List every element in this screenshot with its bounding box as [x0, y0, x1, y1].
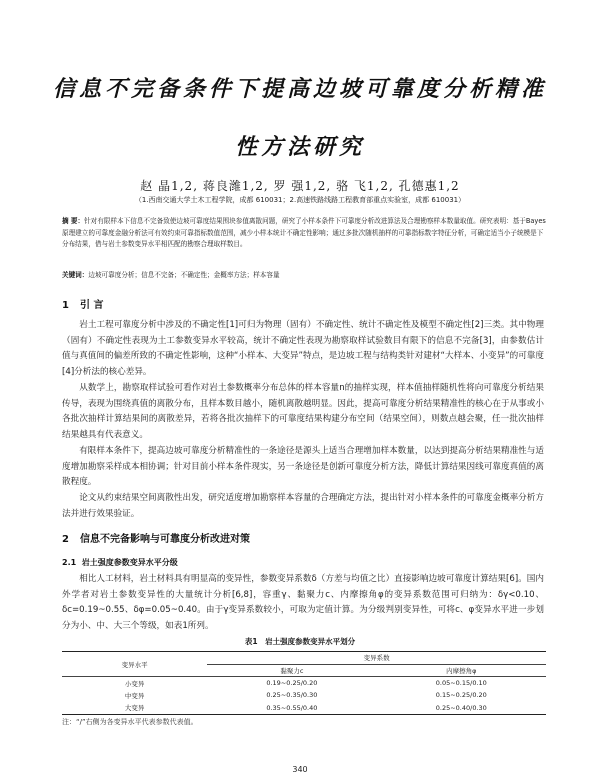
abstract-label: 摘 要：	[62, 217, 85, 225]
table-cell-phi: 0.15~0.25/0.20	[435, 691, 487, 700]
table-header-c: 黏聚力c	[207, 664, 376, 677]
table-row	[62, 689, 546, 702]
section-1-heading	[62, 296, 103, 311]
table-cell-level: 中变异	[124, 691, 145, 700]
keywords-label: 关键词：	[62, 271, 89, 279]
subsection-2-1-heading	[62, 557, 178, 568]
table-header-phi: 内摩擦角φ	[377, 664, 546, 677]
table-cell-c: 0.25~0.35/0.30	[266, 691, 318, 700]
section-1-paragraph: 岩土工程可靠度分析中涉及的不确定性[1]可归为物理（固有）不确定性、统计不确定性及模型不确定性[2]三类。其中物理（固有）不确定性表现为土工参数变异水平较高，统计不确定性表现为勘察取样试验数目有限下的信息不完备[3]，由参数估计值与真值间的偏差所致的不确定性影响，这种“小样本、大变异”特点，是边坡工程与结构类针对建材“大样本、小变异”的可靠度[4]分析法的核心差异。	[62, 320, 544, 377]
section-2-number: 2	[62, 534, 69, 545]
keywords-text: 边坡可靠度分析；信息不完备；不确定性；金概率方法；样本容量	[88, 271, 280, 279]
paper-title-line2: 性方法研究	[234, 134, 365, 160]
section-1-paragraph: 从数学上，勘察取样试验可看作对岩土参数概率分布总体的样本容量n的抽样实现，样本值抽样随机性将向可靠度分析结果传导，表现为围绕真值的离散分布，且样本数目越小，随机离散越明显。因此，提高可靠度分析结果精准性的核心在于从事或小各批次抽样计算结果间的离散差异，若将各批次抽样下的可靠度结果构建分布空间（结果空间），则数点越会聚，任一批次抽样结果越具有代表意义。	[62, 383, 544, 440]
table-1	[62, 651, 546, 715]
paper-title-line1: 信息不完备条件下提高边坡可靠度分析精准	[52, 76, 547, 102]
subsection-2-1-title: 岩土强度参数变异水平分级	[81, 558, 178, 567]
table-header-level: 变异水平	[62, 652, 207, 677]
section-2-heading	[62, 530, 250, 545]
section-1-title: 引 言	[80, 300, 104, 311]
abstract	[62, 216, 546, 251]
abstract-text: 针对有限样本下信息不完备致使边坡可靠度结果围块参值离散问题，研究了小样本条件下可靠度分析改进算法及合理勘察样本数量取值。研究表明：基于Bayes原理建立的可靠度金融分析法可有效约束可靠指标数值范围，减少小样本统计不确定性影响；通过多批次随机抽样的可靠指标数字特征分析，可确定适当小子统模是下分布结果，借与岩土参数变异水平相匹配的勘察合理取样数目。	[62, 217, 546, 248]
section-1-paragraph: 论文从约束结果空间离散性出发，研究适度增加勘察样本容量的合理确定方法，提出针对小样本条件的可靠度金概率分析方法并进行效果验证。	[62, 493, 544, 519]
table-cell-phi: 0.25~0.40/0.30	[377, 702, 546, 715]
section-1-paragraph: 有限样本条件下，提高边坡可靠度分析精准性的一条途径是源头上适当合理增加样本数量，以达到提高分析结果精准性与适度增加勘察采样成本相协调；针对目前小样本条件现实，另一条途径是创新可靠度分析方法，降低计算结果因线可靠度真值的离散程度。	[62, 446, 544, 487]
subsection-2-1-number: 2.1	[62, 558, 77, 567]
author-list: 赵 晶1,2, 蒋良潍1,2, 罗 强1,2, 骆 飞1,2, 孔德惠1,2	[140, 179, 460, 193]
keywords	[62, 270, 546, 281]
table-note: 注：“/”右侧为各变异水平代表参数代表值。	[62, 718, 198, 726]
table-cell-level: 大变异	[62, 702, 207, 715]
table-cell-c: 0.35~0.55/0.40	[207, 702, 376, 715]
table-cell-level: 小变异	[62, 677, 207, 690]
table-row	[62, 702, 546, 715]
page-number: 340	[292, 765, 308, 774]
section-1-number: 1	[62, 300, 69, 311]
table-1-caption: 表1 岩土强度参数变异水平划分	[244, 637, 356, 646]
table-cell-c: 0.19~0.25/0.20	[207, 677, 376, 690]
table-cell-phi: 0.05~0.15/0.10	[377, 677, 546, 690]
table-header-group: 变异系数	[207, 652, 546, 665]
section-2-title: 信息不完备影响与可靠度分析改进对策	[80, 534, 250, 545]
table-row	[62, 677, 546, 690]
affiliation: （1.西南交通大学土木工程学院，成都 610031；2.高速铁路线路工程教育部重点实验室，成都 610031）	[134, 196, 466, 204]
section-2-paragraph: 相比人工材料，岩土材料具有明显高的变异性，参数变异系数δ（方差与均值之比）直接影响边坡可靠度计算结果[6]。国内外学者对岩土参数变异性的大量统计分析[6,8]，容重γ、黏聚力c、内摩擦角φ的变异系数范围可归纳为：δγ<0.10、δc=0.19~0.55、δφ=0.05~0.40。由于γ变异系数较小，可取为定值计算。为分级判别变异性，可将c、φ变异水平进一步划分为小、中、大三个等级，如表1所列。	[62, 574, 544, 631]
